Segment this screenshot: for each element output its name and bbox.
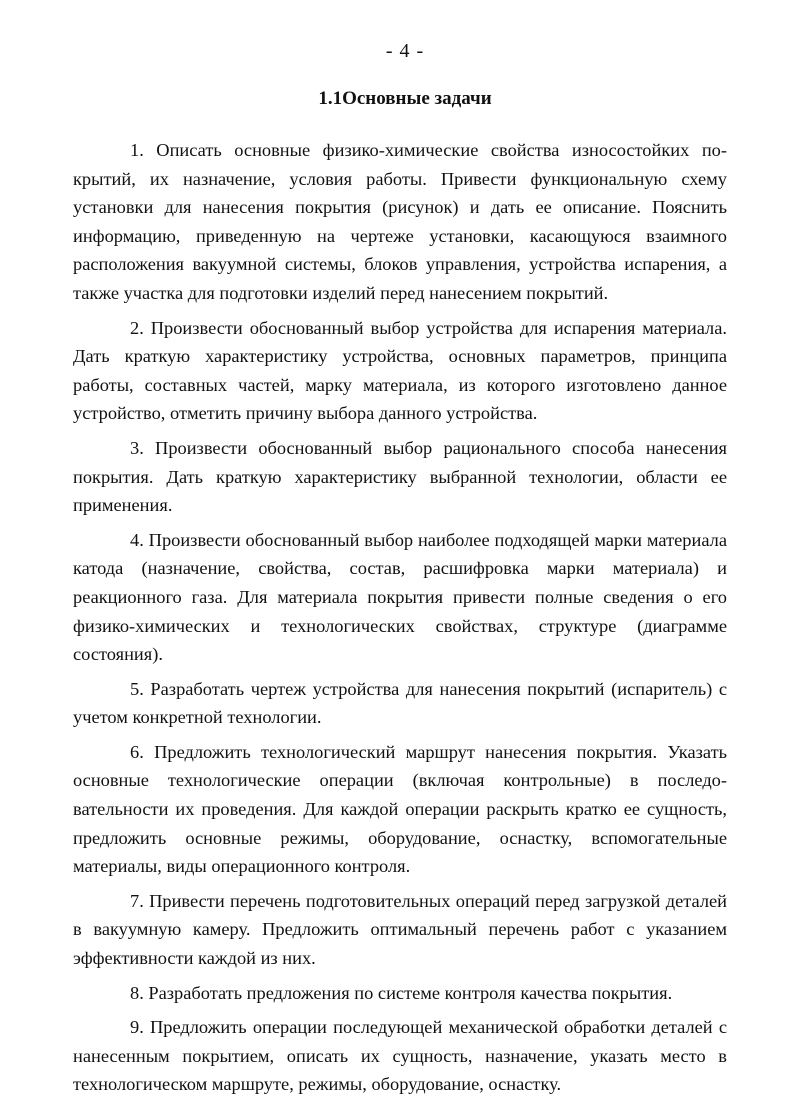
task-item-6: 6. Предложить технологический маршрут нанесения покрытия. Указать основные технологические операции (включая контрольные) в последовательности их проведения. Для каждой операции раскрыть кратко ее сущность, предложить основные режимы, оборудование, оснастку, вспомогательные материалы, виды операционного контроля. — [73, 741, 727, 877]
task-item-2: 2. Произвести обоснованный выбор устройства для испарения материала. Дать краткую характеристику устройства, основных параметров, принципа работы, составных частей, марку материала, из которого изготовлено данное устройство, отметить причину выбора данного устройства. — [73, 317, 727, 424]
task-item-4: 4. Произвести обоснованный выбор наиболее подходящей марки материала катода (назначение, свойства, состав, расшифровка марки материала) и реакционного газа. Для материала покрытия привести полные сведения о его физико-химических и технологических свойствах, структуре (диаграмме состояния). — [73, 529, 727, 665]
task-item-1: 1. Описать основные физико-химические свойства износостойких покрытий, их назначение, условия работы. Привести функциональную схему установки для нанесения покрытия (рисунок) и дать ее описание. Пояснить информацию, приведенную на чертеже установки, касающуюся взаимного расположения вакуумной системы, блоков управления, устройства испарения, а также участка для подготовки изделий перед нанесением покрытий. — [73, 140, 727, 303]
task-item-5: 5. Разработать чертеж устройства для нанесения покрытий (испаритель) с учетом конкретной технологии. — [73, 678, 727, 728]
page-number: - 4 - — [385, 40, 425, 62]
task-item-9: 9. Предложить операции последующей механической обработки деталей с нанесенным покрытием, описать их сущность, назначение, указать место в технологическом маршруте, режимы, оборудование, оснастку. — [73, 1017, 727, 1095]
section-title: 1.1Основные задачи — [318, 88, 492, 109]
task-item-3: 3. Произвести обоснованный выбор рационального способа нанесения покрытия. Дать краткую характеристику выбранной технологии, области ее применения. — [73, 437, 727, 516]
task-item-8: 8. Разработать предложения по системе контроля качества покрытия. — [130, 982, 673, 1003]
task-item-7: 7. Привести перечень подготовительных операций перед загрузкой деталей в вакуумную камеру. Предложить оптимальный перечень работ с указанием эффективности каждой из них. — [73, 890, 727, 969]
task-list — [73, 136, 727, 1105]
